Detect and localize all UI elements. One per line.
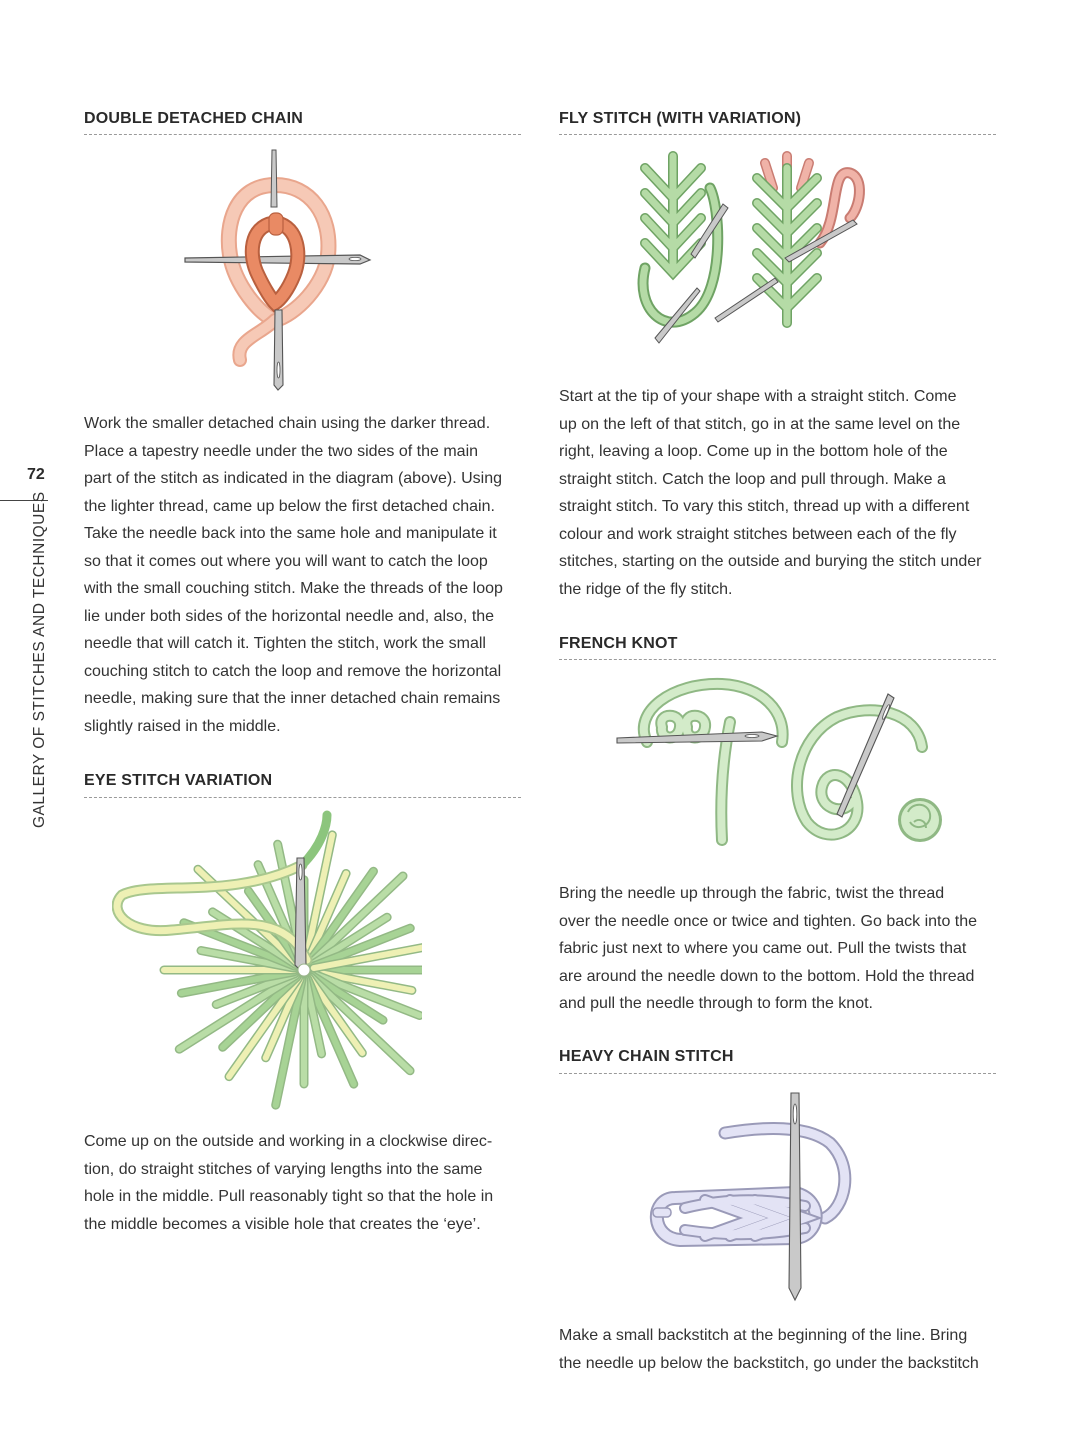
heading-double-detached-chain: DOUBLE DETACHED CHAIN [84, 110, 304, 127]
heading-heavy-chain-stitch: HEAVY CHAIN STITCH [559, 1048, 734, 1065]
needle-icon [274, 310, 283, 390]
running-title: GALLERY OF STITCHES AND TECHNIQUES [31, 491, 48, 828]
needle-icon [295, 858, 306, 970]
heading-fly-stitch: FLY STITCH (WITH VARIATION) [559, 110, 802, 127]
text-fly-stitch: Start at the tip of your shape with a straight stitch. Come up on the left of that stitch, go in at the same level on the right, leaving a loop. Come up in the bottom hole of the straight stitch. Catch the loop and pull through. Make a straight stitch. To vary this stitch, thread up with a different colour and work straight stitches between each of the fly stitches, starting on the outside and burying the stitch under the ridge of the fly stitch. [559, 388, 982, 598]
needle-icon [789, 1093, 801, 1300]
text-eye-stitch-variation: Come up on the outside and working in a clockwise direc- tion, do straight stitches of varying lengths into the same hole in the middle. Pull reasonably tight so that the hole in the middle becomes a visible hole that creates the ‘eye’. [84, 1133, 494, 1233]
page-number: 72 [27, 466, 45, 483]
text-heavy-chain-stitch: Make a small backstitch at the beginning of the line. Bring the needle up below the backstitch, go under the backstitch [559, 1327, 979, 1372]
heading-french-knot: FRENCH KNOT [559, 635, 678, 652]
fly-stitch-figure [625, 148, 875, 353]
eye-stitch-figure [112, 810, 422, 1115]
heading-eye-stitch-variation: EYE STITCH VARIATION [84, 772, 273, 789]
heading-rule [559, 1073, 996, 1074]
double-detached-chain-figure [180, 145, 380, 395]
text-double-detached-chain: Work the smaller detached chain using the darker thread. Place a tapestry needle under the two sides of the main part of the stitch as indicated in the diagram (above). Using the lighter thread, came up below the first detached chain. Take the needle back into the same hole and manipulate it so that it comes out where you will want to catch the loop with the small couching stitch. Make the threads of the loop lie under both sides of the horizontal needle and, also, the needle that will catch it. Tighten the stitch, work the small couching stitch to catch the loop and remove the horizontal needle, making sure that the inner detached chain remains slightly raised in the middle. [84, 415, 503, 735]
text-french-knot: Bring the needle up through the fabric, twist the thread over the needle once or twice and tighten. Go back into the fabric just next to where you came out. Pull the twists that are around the needle down to the bottom. Hold the thread and pull the needle through to form the knot. [559, 885, 978, 1012]
heading-rule [559, 659, 996, 660]
heavy-chain-figure [645, 1088, 885, 1313]
heading-rule [559, 134, 996, 135]
needle-icon [185, 255, 370, 264]
heading-rule [84, 797, 521, 798]
heading-rule [84, 134, 521, 135]
french-knot-figure [612, 672, 952, 857]
